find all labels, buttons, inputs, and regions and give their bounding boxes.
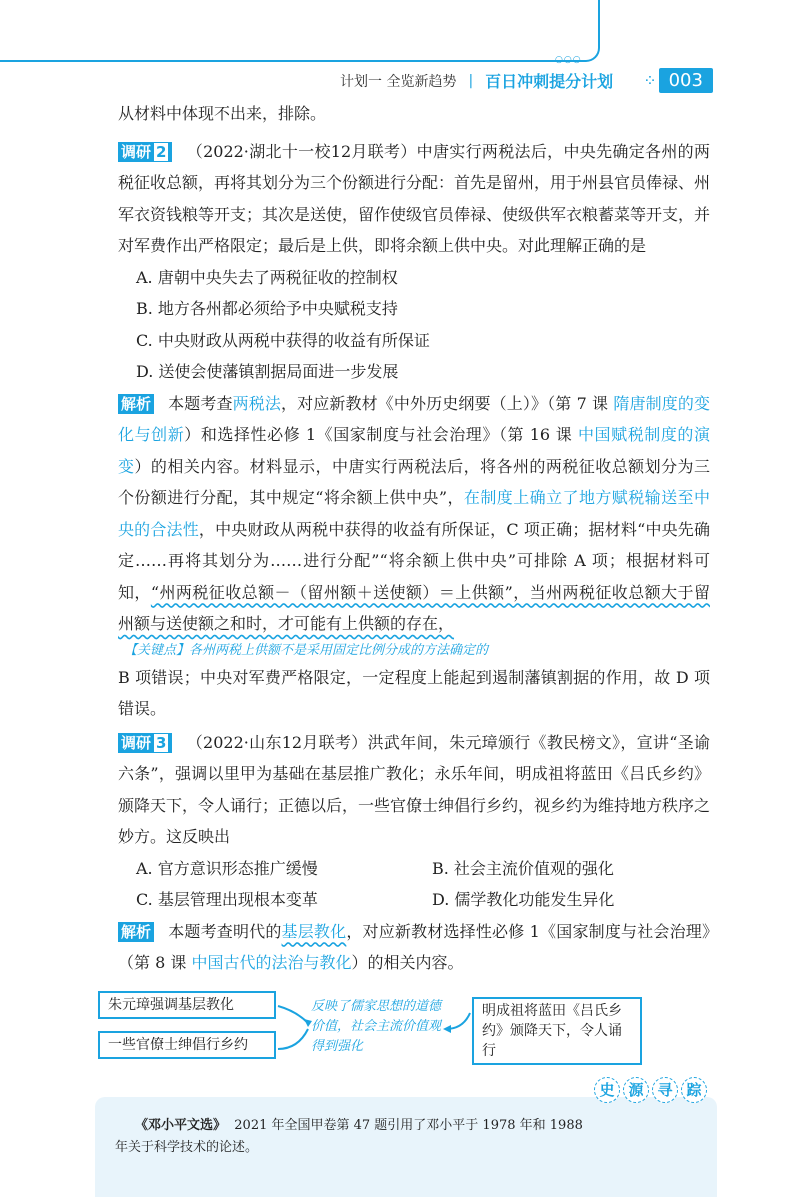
research-tag — [118, 733, 172, 753]
main-content — [118, 98, 710, 979]
diagram-conclusion: 反映了儒家思想的道德价值，社会主流价值观得到强化 — [311, 998, 442, 1054]
badge-char: 寻 — [652, 1077, 678, 1103]
source-body: 2021 年全国甲卷第 47 题引用了邓小平于 1978 年和 1988 年关于科学技术的论述。 — [115, 1117, 583, 1155]
options-row — [118, 853, 710, 885]
source-badge — [594, 1077, 707, 1103]
keyword: 在制度上确立了地方赋税输送至中央的合法性 — [118, 488, 710, 539]
text: ，中央财政从两税中获得的收益有所保证，C 项正确；据材料“中央先确定……再将其划分为……进行分配”“将余额上供中央”可排除 A 项；根据材料可知， — [118, 519, 710, 602]
source-title: 《邓小平文选》 — [135, 1117, 227, 1133]
box-ming-chengzu: 明成祖将蓝田《吕氏乡约》颁降天下，令人诵行 — [472, 997, 642, 1065]
research-tag — [118, 142, 172, 162]
arrowhead — [443, 1025, 451, 1033]
analysis-tag: 解析 — [118, 394, 154, 414]
arrow — [278, 1006, 308, 1023]
option-c: C. 基层管理出现根本变革 — [136, 890, 318, 909]
tag-label: 调研 — [121, 733, 152, 752]
box-officials: 一些官僚士绅倡行乡约 — [98, 1031, 276, 1059]
wavy-underlined-text: “州两税征收总额－（留州额＋送使额）＝上供额”，当州两税征收总额大于留州额与送使额之和时，才可能有上供额的存在， — [118, 582, 710, 633]
source-panel — [95, 1081, 717, 1197]
tag-number: 2 — [153, 142, 169, 162]
page-header — [340, 68, 713, 93]
keyword: 基层教化 — [281, 921, 347, 941]
text: ）的相关内容。 — [351, 953, 464, 972]
option-d: D. 送使会使藩镇割据局面进一步发展 — [136, 362, 399, 381]
section-label: 计划一 全览新趋势 — [340, 73, 457, 90]
page-number: 003 — [659, 68, 713, 93]
book-title: 百日冲刺提分计划 — [485, 72, 614, 91]
keyword: 隋唐制度的变化与创新 — [118, 393, 710, 444]
option-d: D. 儒学教化功能发生异化 — [432, 890, 615, 909]
option-a: A. 唐朝中央失去了两税征收的控制权 — [136, 267, 398, 287]
keyword: 中国古代的法治与教化 — [191, 953, 352, 972]
page-number-badge — [643, 68, 713, 93]
keyword: 两税法 — [232, 393, 282, 413]
text: ，对应新教材《中外历史纲要（上）》（第 7 课 — [281, 393, 614, 413]
tag-number: 3 — [153, 733, 169, 753]
question-2 — [118, 136, 710, 262]
analysis-3 — [118, 916, 710, 979]
box-zhu-yuanzhang: 朱元璋强调基层教化 — [98, 991, 276, 1019]
decor-dots: ○○○ — [555, 55, 582, 65]
header-separator: | — [468, 72, 474, 89]
option-a: A. 官方意识形态推广缓慢 — [136, 858, 318, 878]
molecule-icon: ⁘ — [643, 71, 657, 90]
keyword: 中国赋税制度的演变 — [118, 425, 710, 476]
analysis-2 — [118, 388, 710, 640]
analysis-tag: 解析 — [118, 922, 154, 942]
text: 本题考查 — [168, 393, 233, 413]
header-decor-line — [0, 0, 600, 62]
question-text: （2022·湖北十一校12月联考）中唐实行两税法后，中央先确定各州的两税征收总额，再将其划分为三个份额进行分配：首先是留州，用于州县官员俸禄、州军衣资钱粮等开支；其次是送使，留作使级官员俸禄、使级供军衣粮蓄菜等开支，并对军费作出严格限定；最后是上供，即将余额上供中央。对此理解正确的是 — [118, 141, 711, 255]
badge-char: 源 — [623, 1077, 649, 1103]
text: ）和选择性必修 1《国家制度与社会治理》（第 16 课 — [184, 425, 578, 444]
tag-label: 调研 — [121, 142, 152, 161]
option-b: B. 地方各州都必须给予中央赋税支持 — [136, 299, 398, 318]
source-text — [115, 1115, 585, 1159]
arrow — [278, 1029, 308, 1049]
question-3 — [118, 727, 710, 853]
option-b: B. 社会主流价值观的强化 — [432, 858, 614, 878]
concept-diagram — [98, 991, 678, 1067]
analysis-2-end: B 项错误；中央对军费严格限定，一定程度上能起到遏制藩镇割据的作用，故 D 项错误。 — [118, 667, 710, 718]
intro-text: 从材料中体现不出来，排除。 — [118, 104, 327, 123]
badge-char: 踪 — [681, 1077, 707, 1103]
badge-char: 史 — [594, 1077, 620, 1103]
options-row — [118, 884, 710, 916]
text: ）的相关内容。材料显示，中唐实行两税法后，将各州的两税征收总额划分为三个份额进行分配，其中规定“将余额上供中央”， — [118, 456, 710, 507]
option-c: C. 中央财政从两税中获得的收益有所保证 — [136, 330, 430, 350]
key-point-note: 【关键点】各州两税上供额不是采用固定比例分成的方法确定的 — [124, 642, 489, 658]
text: 本题考查明代的 — [168, 921, 282, 941]
question-text: （2022·山东12月联考）洪武年间，朱元璋颁行《教民榜文》，宣讲“圣谕六条”，强调以里甲为基础在基层推广教化；永乐年间，明成祖将蓝田《吕氏乡约》颁降天下，令人诵行；正德以后，一些官僚士绅倡行乡约，视乡约为维持地方秩序之妙方。这反映出 — [118, 732, 711, 846]
text: ，对应新教材选择性必修 1《国家制度与社会治理》（第 8 课 — [118, 921, 710, 972]
